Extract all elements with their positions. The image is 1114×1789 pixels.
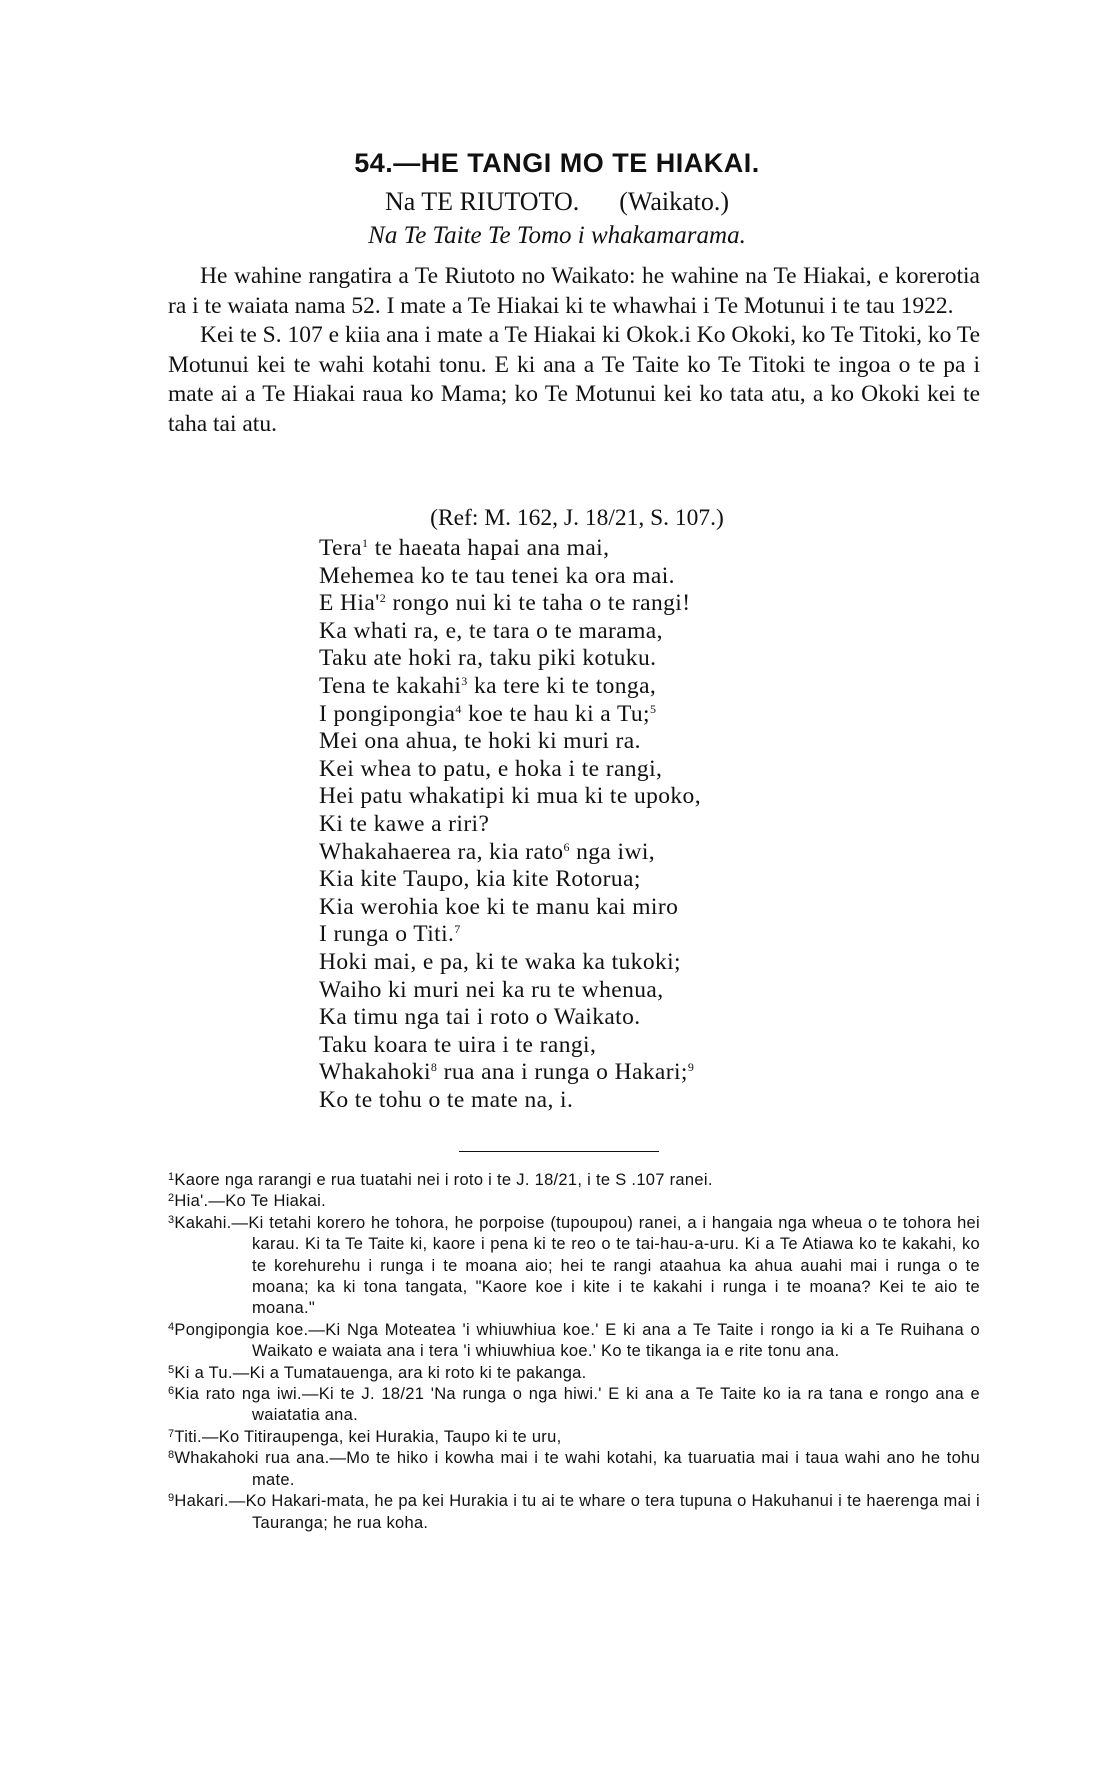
song-author-line [0,187,1114,217]
poem-line: Whakahaerea ra, kia rato$^6$ nga iwi, [319,838,656,865]
footnote-text: Kakahi.—Ki tetahi korero he tohora, he porpoise (tupoupou) ranei, a i hangaia nga wheua o te tohora hei karau. Ki ta Te Taite ki, kaore i pena ki te reo o te tai-hau-a-uru. Ki a Te Atiawa ko te kakahi, ko te korehurehu i runga i te moana aio; hei te rangi ataahua ka ahua auahi mai i runga o te moana; ka ki tona tangata, "Kaore koe i kite i te kakahi i runga i te moana? Kei te aio te moana." [174,1213,980,1318]
footnote-text: Pongipongia koe.—Ki Nga Moteatea 'i whiuwhiua koe.' E ki ana a Te Taite i rongo ia ki a Te Ruihana o Waikato e waiata ana i tera 'i whiuwhiua koe.' Ko te tikanga ia e rite tonu ana. [174,1320,980,1361]
footnote-number: 4 [168,1320,175,1333]
footnote-number: 6 [168,1385,175,1398]
footnote-marker: 7 [454,922,461,937]
poem-line: Ko te tohu o te mate na, i. [319,1086,574,1113]
intro-paragraphs [168,262,980,440]
song-author: Na TE RIUTOTO. [384,187,580,216]
poem-line: Hei patu whakatipi ki mua ki te upoko, [319,783,701,810]
footnote-number: 1 [168,1171,175,1183]
footnote-marker: 1 [362,536,369,550]
footnote-text: Hakari.—Ko Hakari-mata, he pa kei Hurakia i tu ai te whare o tera tupuna o Hakuhanui i te haerenga mai i Tauranga; he rua koha. [174,1492,980,1532]
footnote [168,1427,980,1448]
footnote [168,1448,980,1491]
footnote-marker: 8 [430,1060,438,1075]
footnote-number: 5 [168,1363,175,1376]
poem-line: I pongipongia$^4$ koe te hau ki a Tu;$^5$ [319,700,657,727]
footnote [168,1320,980,1363]
footnote-marker: 3 [461,673,468,688]
poem-line: Ki te kawe a riri? [319,810,490,837]
intro-paragraph: He wahine rangatira a Te Riutoto no Waikato: he wahine na Te Hiakai, e korerotia ra i te waiata nama 52. I mate a Te Hiakai ki te whawhai i Te Motunui i te tau 1922. [168,263,980,319]
footnote-text: Ki a Tu.—Ki a Tumatauenga, ara ki roto ki te pakanga. [174,1363,587,1382]
poem-line: Taku ate hoki ra, taku piki kotuku. [319,645,657,672]
poem-line: Kia kite Taupo, kia kite Rotorua; [319,866,641,893]
poem-line: I runga o Titi.$^7$ [319,921,461,948]
footnote [168,1491,980,1534]
footnote-number: 3 [168,1213,175,1226]
poem-line: Mehemea ko te tau tenei ka ora mai. [319,562,675,589]
poem-line: Mei ona ahua, te hoki ki muri ra. [319,728,641,755]
footnote [168,1384,980,1427]
footnote-text: Kaore nga rarangi e rua tuatahi nei i roto i te J. 18/21, i te S .107 ranei. [174,1171,713,1189]
footnotes [168,1170,980,1534]
footnote-number: 8 [168,1449,175,1462]
footnote-number: 9 [168,1492,175,1505]
footnote-marker: 2 [379,591,387,606]
poem-line: Tena te kakahi$^3$ ka tere ki te tonga, [319,672,657,699]
footnote-marker: 9 [687,1060,695,1075]
poem-line: Kei whea to patu, e hoka i te rangi, [319,755,663,782]
section-divider [459,1151,659,1152]
footnote [168,1170,980,1191]
footnote [168,1363,980,1384]
poem-lines [319,535,919,1114]
song-title: 54.—HE TANGI MO TE HIAKAI. [354,148,760,178]
poem-line: Hoki mai, e pa, ki te waka ka tukoki; [319,948,681,975]
footnote-text: Whakahoki rua ana.—Mo te hiko i kowha mai i te wahi kotahi, ka tuaruatia mai i taua wahi ano he tohu mate. [174,1449,980,1489]
poem-line: Waiho ki muri nei ka ru te whenua, [319,976,664,1003]
intro-paragraph: Kei te S. 107 e kiia ana i mate a Te Hiakai ki Okok.i Ko Okoki, ko Te Titoki, ko Te Motunui kei te wahi kotahi tonu. E ki ana a Te Taite ko Te Titoki te ingoa o te pa i mate ai a Te Hiakai raua ko Mama; ko Te Motunui kei ko tata atu, a ko Okoki kei te taha tai atu. [168,322,980,437]
footnote-marker: 5 [649,701,657,716]
song-tribe: (Waikato.) [619,187,730,216]
footnote-number: 7 [168,1427,175,1440]
footnote-marker: 6 [563,839,570,854]
footnote-number: 2 [168,1192,175,1205]
footnote [168,1191,980,1212]
poem-line: Ka timu nga tai i roto o Waikato. [319,1004,641,1031]
poem-line: Tera$^1$ te haeata hapai ana mai, [319,535,610,561]
poem-line: Kia werohia koe ki te manu kai miro [319,893,679,920]
footnote-text: Kia rato nga iwi.—Ki te J. 18/21 'Na runga o nga hiwi.' E ki ana a Te Taite ko ia ra tana e rongo ana e waiatatia ana. [174,1385,980,1425]
footnote-text: Hia'.—Ko Te Hiakai. [174,1192,327,1211]
reference-line: (Ref: M. 162, J. 18/21, S. 107.) [430,505,724,531]
poem-line: Taku koara te uira i te rangi, [319,1031,597,1058]
poem-line: Whakahoki$^8$ rua ana i runga o Hakari;$^9$ [319,1059,695,1086]
footnote-text: Titi.—Ko Titiraupenga, kei Hurakia, Taupo ki te uru, [174,1427,562,1446]
footnote-marker: 4 [455,701,462,716]
editor-credit: Na Te Taite Te Tomo i whakamarama. [368,222,746,249]
poem-line: Ka whati ra, e, te tara o te marama, [319,617,663,644]
footnote [168,1213,980,1320]
poem-line: E $Hia'^2$ rongo nui ki te taha o te rangi! [319,590,691,617]
